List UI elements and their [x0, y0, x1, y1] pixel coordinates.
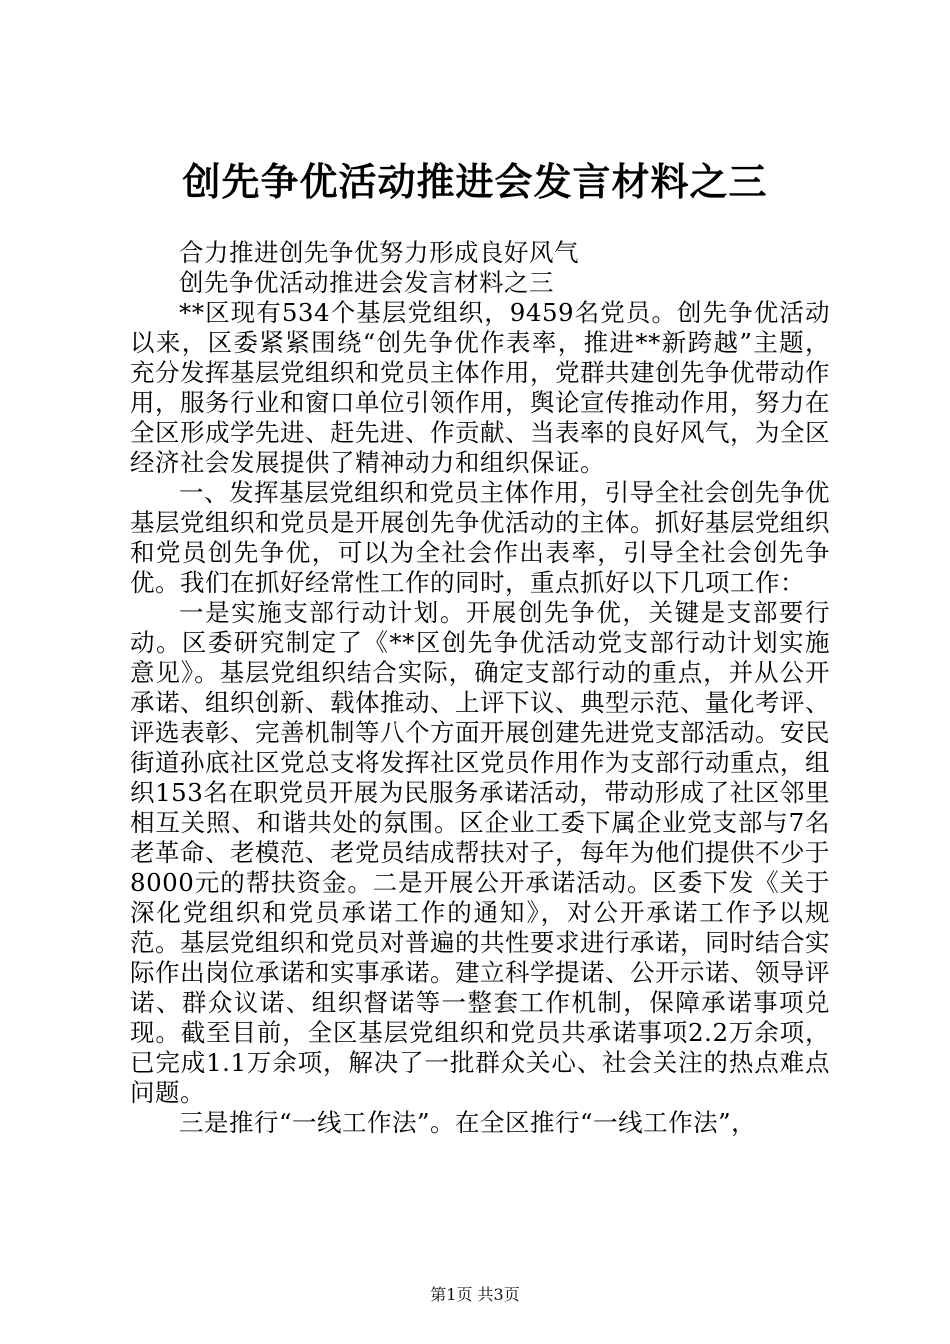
subtitle-line-2: 创先争优活动推进会发言材料之三	[179, 268, 554, 297]
body-paragraph-action-plan: 一是实施支部行动计划。开展创先争优，关键是支部要行动。区委研究制定了《**区创先争优活动党支部行动计划实施意见》。基层党组织结合实际，确定支部行动的重点，并从公开承诺、组织创新、载体推动、上评下议、典型示范、量化考评、评选表彰、完善机制等八个方面开展创建先进党支部活动。安民街道孙底社区党总支将发挥社区党员作用作为支部行动重点，组织153名在职党员开展为民服务承诺活动，带动形成了社区邻里相互关照、和谐共处的氛围。区企业工委下属企业党支部与7名老革命、老模范、老党员结成帮扶对子，每年为他们提供不少于8000元的帮扶资金。二是开展公开承诺活动。区委下发《关于深化党组织和党员承诺工作的通知》，对公开承诺工作予以规范。基层党组织和党员对普遍的共性要求进行承诺，同时结合实际作出岗位承诺和实事承诺。建立科学提诺、公开示诺、领导评诺、群众议诺、组织督诺等一整套工作机制，保障承诺事项兑现。截至目前，全区基层党组织和党员共承诺事项2.2万余项，已完成1.1万余项，解决了一批群众关心、社会关注的热点难点问题。	[130, 598, 830, 1107]
body-paragraph-frontline: 三是推行“一线工作法”。在全区推行“一线工作法”，	[179, 1108, 757, 1137]
body-paragraph-section-1: 一、发挥基层党组织和党员主体作用，引导全社会创先争优基层党组织和党员是开展创先争优活动的主体。抓好基层党组织和党员创先争优，可以为全社会作出表率，引导全社会创先争优。我们在抓好经常性工作的同时，重点抓好以下几项工作：	[130, 478, 830, 597]
document-title: 创先争优活动推进会发言材料之三	[182, 160, 768, 204]
body-paragraph-intro: **区现有534个基层党组织，9459名党员。创先争优活动以来，区委紧紧围绕“创先争优作表率，推进**新跨越”主题，充分发挥基层党组织和党员主体作用，党群共建创先争优带动作用，服务行业和窗口单位引领作用，舆论宣传推动作用，努力在全区形成学先进、赶先进、作贡献、当表率的良好风气，为全区经济社会发展提供了精神动力和组织保证。	[130, 298, 830, 477]
page-footer: 第1页 共3页	[430, 1285, 520, 1304]
subtitle-line: 合力推进创先争优努力形成良好风气	[179, 238, 579, 267]
document-body	[130, 238, 830, 1138]
